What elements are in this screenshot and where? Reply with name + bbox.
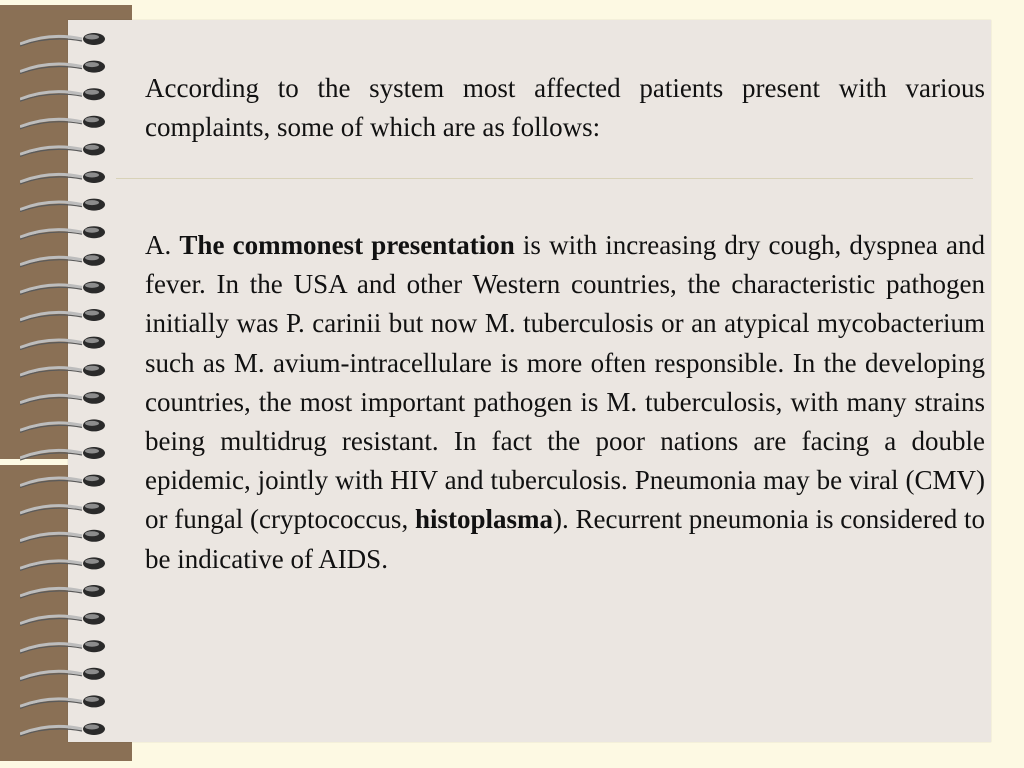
spiral-ring-icon (20, 281, 105, 294)
spiral-ring-icon (20, 116, 105, 129)
spiral-ring-icon (20, 419, 105, 432)
spiral-ring-icon (20, 475, 105, 488)
spiral-ring-icon (20, 33, 105, 46)
divider-line (116, 178, 973, 179)
spiral-ring-icon (20, 695, 105, 708)
spiral-ring-icon (20, 199, 105, 212)
spiral-binding (20, 0, 120, 768)
spiral-ring-icon (20, 557, 105, 570)
intro-text: According to the system most affected patients present with various complaints, some of which are as follows: (145, 73, 985, 143)
section-a-paragraph (145, 226, 985, 579)
spiral-ring-icon (20, 337, 105, 350)
spiral-ring-icon (20, 364, 105, 377)
section-body-part1: is with increasing dry cough, dyspnea and fever. In the USA and other Western countries, the characteristic pathogen initially was P. carinii but now M. tuberculosis or an atypical mycobacterium such as M. avium-intracellulare is more often responsible. In the developing countries, the most important pathogen is M. tuberculosis, with many strains being multidrug resistant. In fact the poor nations are facing a double epidemic, jointly with HIV and tuberculosis. Pneumonia may be viral (CMV) or fungal (cryptococcus, (145, 230, 986, 535)
spiral-ring-icon (20, 392, 105, 405)
spiral-ring-icon (20, 447, 105, 460)
spiral-ring-icon (20, 640, 105, 653)
spiral-ring-icon (20, 171, 105, 184)
spiral-ring-icon (20, 585, 105, 598)
spiral-ring-icon (20, 530, 105, 543)
spiral-ring-icon (20, 143, 105, 156)
spiral-ring-icon (20, 502, 105, 515)
spiral-ring-icon (20, 61, 105, 74)
spiral-ring-icon (20, 668, 105, 681)
spiral-ring-icon (20, 226, 105, 239)
spiral-ring-icon (20, 88, 105, 101)
section-label: A. (145, 230, 172, 260)
section-highlight: histoplasma (414, 504, 554, 535)
spiral-ring-icon (20, 254, 105, 267)
section-heading: The commonest presentation (179, 230, 515, 260)
intro-paragraph (145, 69, 985, 147)
spiral-ring-icon (20, 613, 105, 626)
spiral-ring-icon (20, 309, 105, 322)
spiral-ring-icon (20, 723, 105, 736)
section-body-part2: ). Recurrent pneumonia is considered to be indicative of AIDS. (145, 504, 985, 574)
